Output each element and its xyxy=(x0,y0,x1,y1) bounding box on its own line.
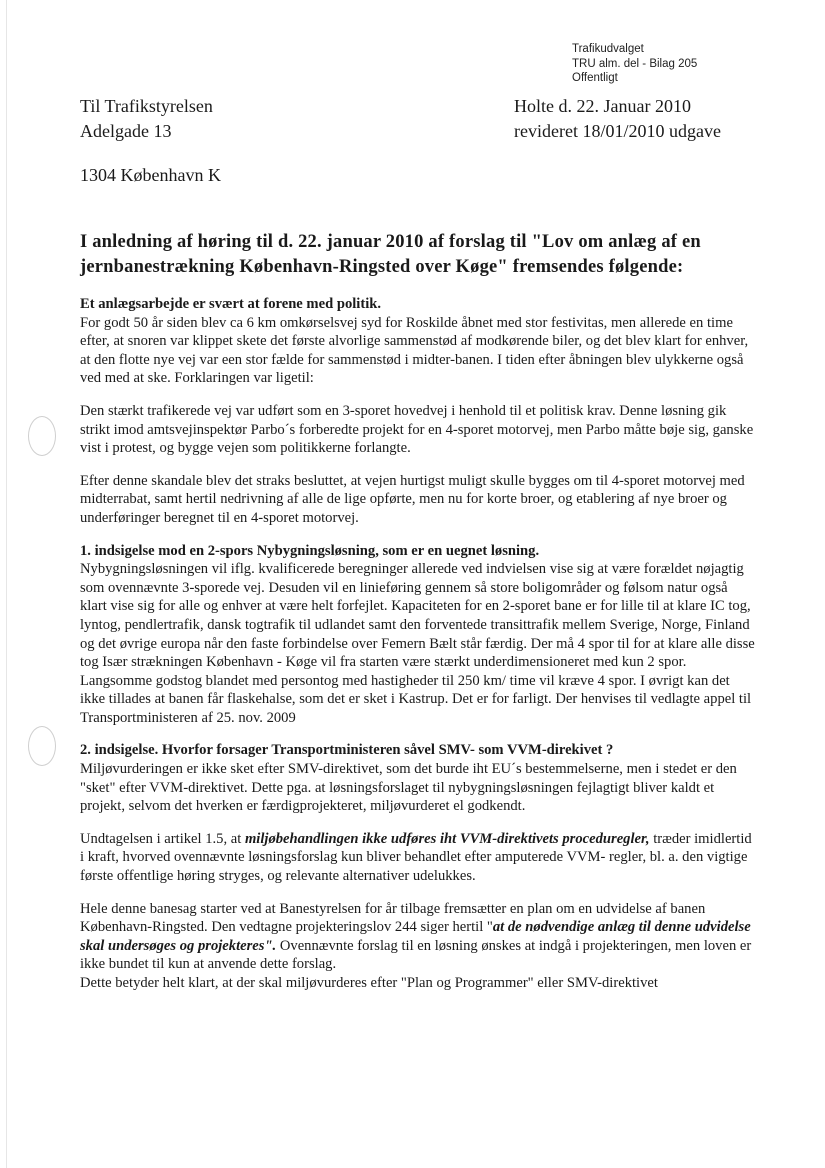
section-objection-1 xyxy=(80,542,758,728)
paragraph xyxy=(80,900,758,974)
paragraph: Nybygningsløsningen vil iflg. kvalificerede beregninger allerede ved indvielsen vise sig at være forældet nøjagtig som ovennævnte 3-sporede vej. Desuden vil en linieføring gennem så store boligområder og følsom natur også klart vise sig for alle og enhver at være helt forfejlet. Kapaciteten for en 2-sporet bane er for lille til at klare IC tog, lyntog, pendlertrafik, dansk togtrafik til udlandet samt den forventede transittrafik mellem Sverige, Norge, Finland og det øvrige europa når den faste forbindelse over Femern Bælt står færdig. Der må 4 spor til for at klare alle disse tog Især strækningen København - Køge vil fra starten være stærkt underdimensioneret med kun 2 spor. Langsomme godstog blandet med persontog med hastigheder til 250 km/ time vil kræve 4 spor. I øvrigt kan det ikke tillades at banen får flaskehalse, som det er sket i Kastrup. Det er for farligt. Der henvises til vedlagte appel til Transportministeren af 25. nov. 2009 xyxy=(80,561,755,726)
stamp-status: Offentligt xyxy=(572,72,618,84)
emphasis-text: at de nødvendige anlæg til denne udvidelse skal undersøges og projekteres". xyxy=(80,919,751,954)
paragraph: Dette betyder helt klart, at der skal miljøvurderes efter "Plan og Programmer" eller SMV-direktivet xyxy=(80,975,658,991)
text-run: Ovennævnte forslag til en løsning ønskes at indgå i projekteringen, men loven er ikke bundet til kun at anvende dette forslag. xyxy=(80,937,752,973)
section-title: Et anlægsarbejde er svært at forene med politik. xyxy=(80,296,382,312)
recipient-name: Til Trafikstyrelsen xyxy=(80,96,213,116)
stamp-reference: TRU alm. del - Bilag 205 xyxy=(572,57,698,70)
text-run: Hele denne banesag starter ved at Banestyrelsen for år tilbage fremsætter en plan om en udvidelse af banen København-Ringsted. Den vedtagne projekteringslov 244 siger hertil " xyxy=(80,900,706,936)
revision-note: revideret 18/01/2010 udgave xyxy=(514,121,721,141)
heading-line-1: I anledning af høring til d. 22. januar 2010 af forslag til "Lov om anlæg af en xyxy=(80,232,701,252)
text-run: Undtagelsen i artikel 1.5, at xyxy=(80,830,245,847)
section-title: 1. indsigelse mod en 2-spors Nybygningsløsning, som er en uegnet løsning. xyxy=(80,542,540,559)
stamp-committee: Trafikudvalget xyxy=(572,43,644,55)
heading-line-2: jernbanestrækning København-Ringsted over Køge" fremsendes følgende: xyxy=(80,257,684,277)
paragraph xyxy=(80,830,758,886)
letter-date: Holte d. 22. Januar 2010 xyxy=(514,96,691,116)
text-run: træder imidlertid i kraft, hvorved ovennævnte løsningsforslag kun bliver behandlet efter amputerede VVM- regler, bl. a. den vigtige første offentlige høring stryges, og relevante alternativer udelukkes. xyxy=(80,830,752,885)
scan-margin-line xyxy=(6,0,7,1168)
date-block xyxy=(514,94,721,144)
section-intro xyxy=(80,295,758,388)
section-title: 2. indsigelse. Hvorfor forsager Transportministeren såvel SMV- som VVM-direkivet ? xyxy=(80,742,614,759)
recipient-city: 1304 København K xyxy=(80,165,221,185)
letter-heading xyxy=(80,230,760,280)
punch-hole-mark xyxy=(28,726,56,766)
letter-body xyxy=(80,295,758,1007)
paragraph: For godt 50 år siden blev ca 6 km omkørselsvej syd for Roskilde åbnet med stor festivitas, men allerede en time efter, at snoren var klippet skete det første alvorlige sammenstød af modkørende biler, og det blev klart for enhver, at den flotte nye vej var een stor fælde for sammenstød i midter-banen. I tiden efter åbningen blev ulykkerne også ved med at ske. Forklaringen var ligetil: xyxy=(80,314,749,387)
paragraph: Den stærkt trafikerede vej var udført som en 3-sporet hovedvej i henhold til et politisk krav. Denne løsning gik strikt imod amtsvejinspektør Parbo´s forberedte projekt for en 4-sporet motorvej, men Parbo måtte bøje sig, ganske vist i protest, og bygge vejen som politikkerne forlangte. xyxy=(80,402,754,457)
section-objection-2 xyxy=(80,741,758,815)
recipient-address xyxy=(80,94,221,188)
archive-stamp xyxy=(572,42,697,86)
recipient-street: Adelgade 13 xyxy=(80,121,172,141)
punch-hole-mark xyxy=(28,416,56,456)
paragraph: Efter denne skandale blev det straks besluttet, at vejen hurtigst muligt skulle bygges om til 4-sporet motorvej med midterrabat, samt hertil nedrivning af alle de lige opførte, men nu for korte broer, og etablering af nye broer og underføringer beregnet til en 4-sporet motorvej. xyxy=(80,472,745,526)
emphasis-text: miljøbehandlingen ikke udføres iht VVM-direktivets proceduregler, xyxy=(244,830,650,847)
paragraph: Miljøvurderingen er ikke sket efter SMV-direktivet, som det burde iht EU´s bestemmelserne, men i stedet er den "sket" efter VVM-direktivet. Dette pga. at løsningsforslaget til nybygningsløsningen fejlagtigt bliver kaldt et projekt, selvom det hverken er færdigprojekteret, miljøvurderet el godkendt. xyxy=(80,761,737,815)
